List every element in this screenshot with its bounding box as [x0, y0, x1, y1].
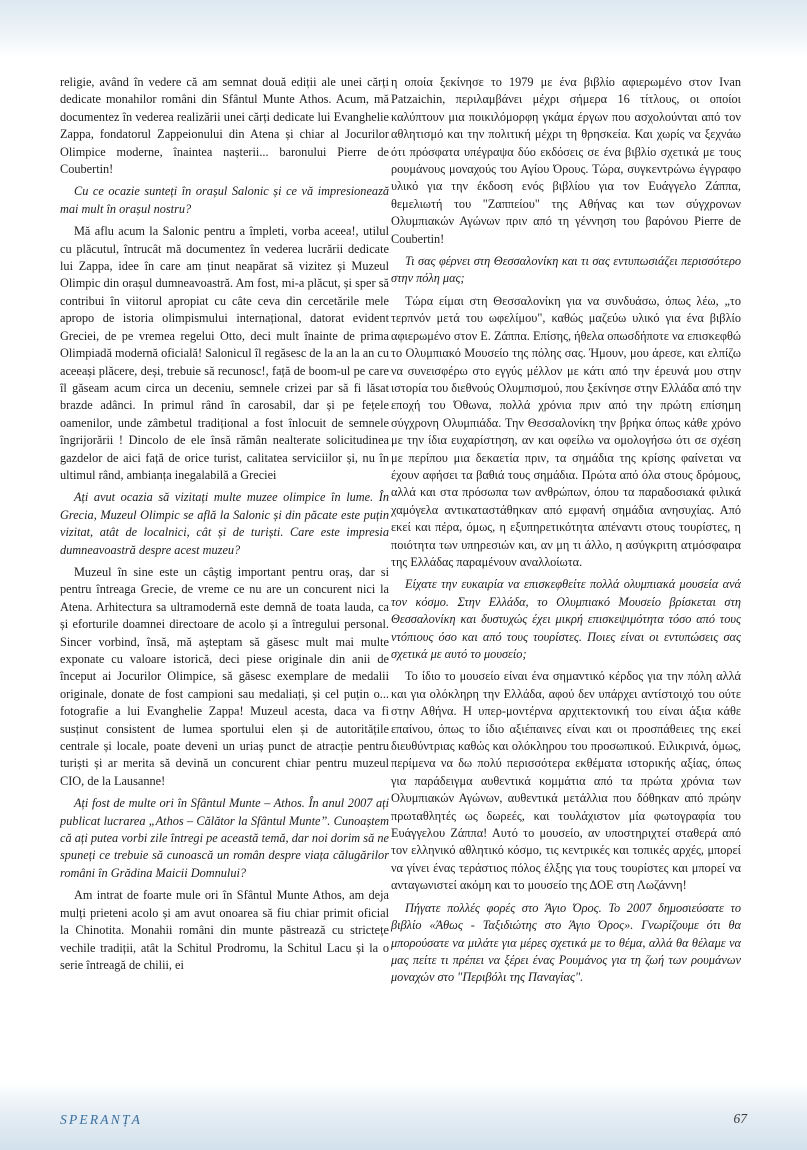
page-number: 67	[733, 1111, 747, 1126]
left-column	[60, 74, 389, 979]
paragraph-question: Πήγατε πολλές φορές στο Άγιο Όρος. Το 2007 δημοσιεύσατε το βιβλίο «Άθως - Ταξιδιώτης στο Άγιο Όρος». Γνωρίζουμε ότι θα μπορούσατε να μιλάτε για μέρες σχετικά με το θέμα, αλλά θα θέλαμε να μας πείτε τι πρέπει να ξέρει ένας Ρουμάνος για τη ζωή των ρουμάνων μοναχών στο "Περιβόλι της Παναγίας".	[391, 900, 741, 985]
paragraph-question: Ați fost de multe ori în Sfântul Munte – Athos. În anul 2007 ați publicat lucrarea „Athos – Călător la Sfântul Munte”. Cunoaștem că ați putea vorbi zile întregi pe această temă, dar noi dorim să ne spuneți ce trebuie să cunoască un român despre viața călugărilor români în Grădina Maicii Domnului?	[60, 796, 389, 880]
paragraph-answer: Τώρα είμαι στη Θεσσαλονίκη για να συνδυάσω, όπως λέω, „το τερπνόν μετά του ωφελίμου", καθώς μαζεύω υλικό για ένα βιβλίο αφιερωμένο στον Ε. Ζάππα. Επίσης, ήθελα οπωσδήποτε να επισκεφθώ το Ολυμπιακό Μουσείο της πόλης σας. Ήμουν, μου άρεσε, και ελπίζω να συνεισφέρω στο εγγύς μέλλον με κάτι από την έρευνά μου στην ιστορία του διεθνούς Ολυμπισμού, που ξεκίνησε στην Ελλάδα από την εποχή του Όθωνα, πολλά χρόνια πριν από την πρώτη επίσημη σύγχρονη Ολυμπιάδα. Την Θεσσαλονίκη την βρήκα όπως κάθε χρόνο με την ίδια ευχαρίστηση, αν και οφείλω να ομολογήσω ότι σε σχέση με περίπου μια δεκαετία πριν, τα σημάδια της κρίσης φαίνεται να έχουν αφήσει τα βαθιά τους σημάδια. Πρώτα από όλα στους δρόμους, αλλά και στα πρόσωπα των ανθρώπων, όπου τα παραδοσιακά φιλικά χαμόγελα αντικαταστάθηκαν από εμφανή σημάδια ανησυχίας. Από εκεί και πέρα, όμως, η εξυπηρετικότητα απέναντι στους τουρίστες, η ποιότητα των υπηρεσιών και, αν μη τι άλλο, η ασύγκριτη ατμόσφαιρα της Ελλάδας παραμένουν αναλλοίωτα.	[391, 293, 741, 569]
paragraph-question: Ați avut ocazia să vizitați multe muzee olimpice în lume. În Grecia, Muzeul Olimpic se află la Salonic și din păcate este puțin vizitat, atât de localnici, cât și de turiști. Care este impresia dumneavoastră despre acest muzeu?	[60, 490, 389, 557]
right-column	[391, 74, 741, 992]
magazine-name: SPERANȚA	[60, 1112, 143, 1127]
paragraph-answer: η οποία ξεκίνησε το 1979 με ένα βιβλίο αφιερωμένο στον Ivan Patzaichin, περιλαμβάνει μέχρι σήμερα 16 τίτλους, οι οποίοι καλύπτουν μια ποικιλόμορφη γκάμα έργων που ασχολούνται από τον αθλητισμό και την πολιτική μέχρι τη θρησκεία. Και χωρίς να ξεχνάω ότι πρόσφατα υπέγραψα δύο εκδόσεις σε ένα βιβλίο σχετικά με τους ρουμάνους μοναχούς του Αγίου Όρους. Τώρα, συγκεντρώνω έγγραφο υλικό για την έκδοση ενός βιβλίου για τον Ευάγγελο Ζάππα, θεμελιωτή του "Ζαππείου" της Αθήνας και των σύγχρονων Ολυμπιακών Αγώνων πριν από τη γέννηση του βαρόνου Pierre de Coubertin!	[391, 75, 741, 246]
paragraph-answer: Mă aflu acum la Salonic pentru a împleti, vorba aceea!, utilul cu plăcutul, întrucât mă documentez în vederea lucrării dedicate lui Zappa, idee în care am ținut neapărat să vizitez și Muzeul Olimpic din orașul dumneavoastră. Am fost, mi-a plăcut, și sper să contribui în viitorul apropiat cu câte ceva din cercetările mele apropo de istoria olimpismului internațional, datorat evident Greciei, de pe vremea regelui Otto, deci mult înainte de prima Olimpiadă modernă oficială! Salonicul îl regăsesc de la an la an cu aceeași plăcere, deși, trebuie să recunosc!, față de boom-ul pe care îl găseam acum circa un deceniu, semnele crizei par să fi lăsat brazde adânci. In primul rând în carosabil, dar și pe fețele oamenilor, unde zâmbetul tradițional a fost înlocuit de semnele îngrijorării ! Dincolo de ele însă rămân nealterate solicitudinea gazdelor de aici față de orice turist, calitatea serviciilor și, nu în ultimul rând, ambianța inegalabilă a Greciei	[60, 224, 389, 482]
paragraph-question: Τι σας φέρνει στη Θεσσαλονίκη και τι σας εντυπωσιάζει περισσότερο στην πόλη μας;	[391, 254, 741, 286]
paragraph-answer: Am intrat de foarte mule ori în Sfântul Munte Athos, am deja mulți prieteni acolo și am avut onoarea să fiu chiar primit oficial la Chinotita. Monahii români din munte păstrează cu strictețe vechile tradiții, atât la Schitul Prodromu, la Schitul Lacu și la o serie întreagă de chilii, ei	[60, 888, 389, 972]
paragraph-answer: Το ίδιο το μουσείο είναι ένα σημαντικό κέρδος για την πόλη αλλά και για ολόκληρη την Ελλάδα, αφού δεν υπάρχει αντίστοιχό του ούτε στην Αθήνα. Η υπερ-μοντέρνα αρχιτεκτονική του είναι άξια κάθε επαίνου, όπως το ίδιο αξιέπαινες είναι και οι προσπάθειες της εκεί διευθύντριας καθώς και ολόκληρου του προσωπικού. Ειλικρινά, όμως, περίμενα να δω πολύ περισσότερα εκθέματα ιστορικής αξίας, όπως για παράδειγμα αυθεντικά κομμάτια από τα πρώτα χρόνια των Ολυμπιακών Αγώνων, αυθεντικά μετάλλια που δόθηκαν από πρώην πρωταθλητές ως δωρεές, και τουλάχιστον μία φωτογραφία του Ευάγγελου Ζάππα! Αυτό το μουσείο, αν υποστηριχτεί σταθερά από τον ελληνικό αθλητικό κόσμο, τις κεντρικές και τοπικές αρχές, μπορεί να γίνει ένας τεράστιος πόλος έλξης για τους τουρίστες και μπορεί να ανταγωνιστεί ακόμη και το μουσείο της ΔΟΕ στη Λωζάννη!	[391, 669, 741, 893]
paragraph-question: Είχατε την ευκαιρία να επισκεφθείτε πολλά ολυμπιακά μουσεία ανά τον κόσμο. Στην Ελλάδα, το Ολυμπιακό Μουσείο βρίσκεται στη Θεσσαλονίκη και δυστυχώς έχει μικρή επισκεψιμότητα τόσο από τους ντόπιους όσο και από τους τουρίστες. Ποιες είναι οι εντυπώσεις σας σχετικά με αυτό το μουσείο;	[391, 577, 741, 661]
header-band	[0, 0, 807, 58]
paragraph-answer: religie, având în vedere că am semnat două ediții ale unei cărți dedicate monahilor români din Sfântul Munte Athos. Acum, mă documentez în vederea realizării unei cărți dedicate lui Evanghelie Zappa, fondatorul Zappeionului din Atena și chiar al Jocurilor Olimpice moderne, înaintea nașterii... baronului Pierre de Coubertin!	[60, 75, 389, 177]
paragraph-question: Cu ce ocazie sunteți în orașul Salonic și ce vă impresionează mai mult în orașul nostru?	[60, 184, 389, 216]
paragraph-answer: Muzeul în sine este un câștig important pentru oraș, dar si pentru întreaga Grecie, de vreme ce nu are un concurent nici la Atena. Arhitectura sa ultramodernă este demnă de toata lauda, ca și eforturile doamnei directoare de acolo și a întregului personal. Sincer vorbind, însă, mă așteptam să găsesc mult mai multe exponate cu valoare istorică, deci piese originale din anii de început ai Jocurilor Olimpice, să găsesc exemplare de medalii originale, donate de fost campioni sau medaliați, și cel puțin o... fotografie a lui Evanghelie Zappa! Muzeul acesta, daca va fi susținut consistent de lumea sportului elen și de autoritățile centrale și locale, poate deveni un uriaș punct de atracție pentru turiști și ar merita să devină un concurent chiar pentru muzeul CIO, de la Lausanne!	[60, 564, 389, 788]
